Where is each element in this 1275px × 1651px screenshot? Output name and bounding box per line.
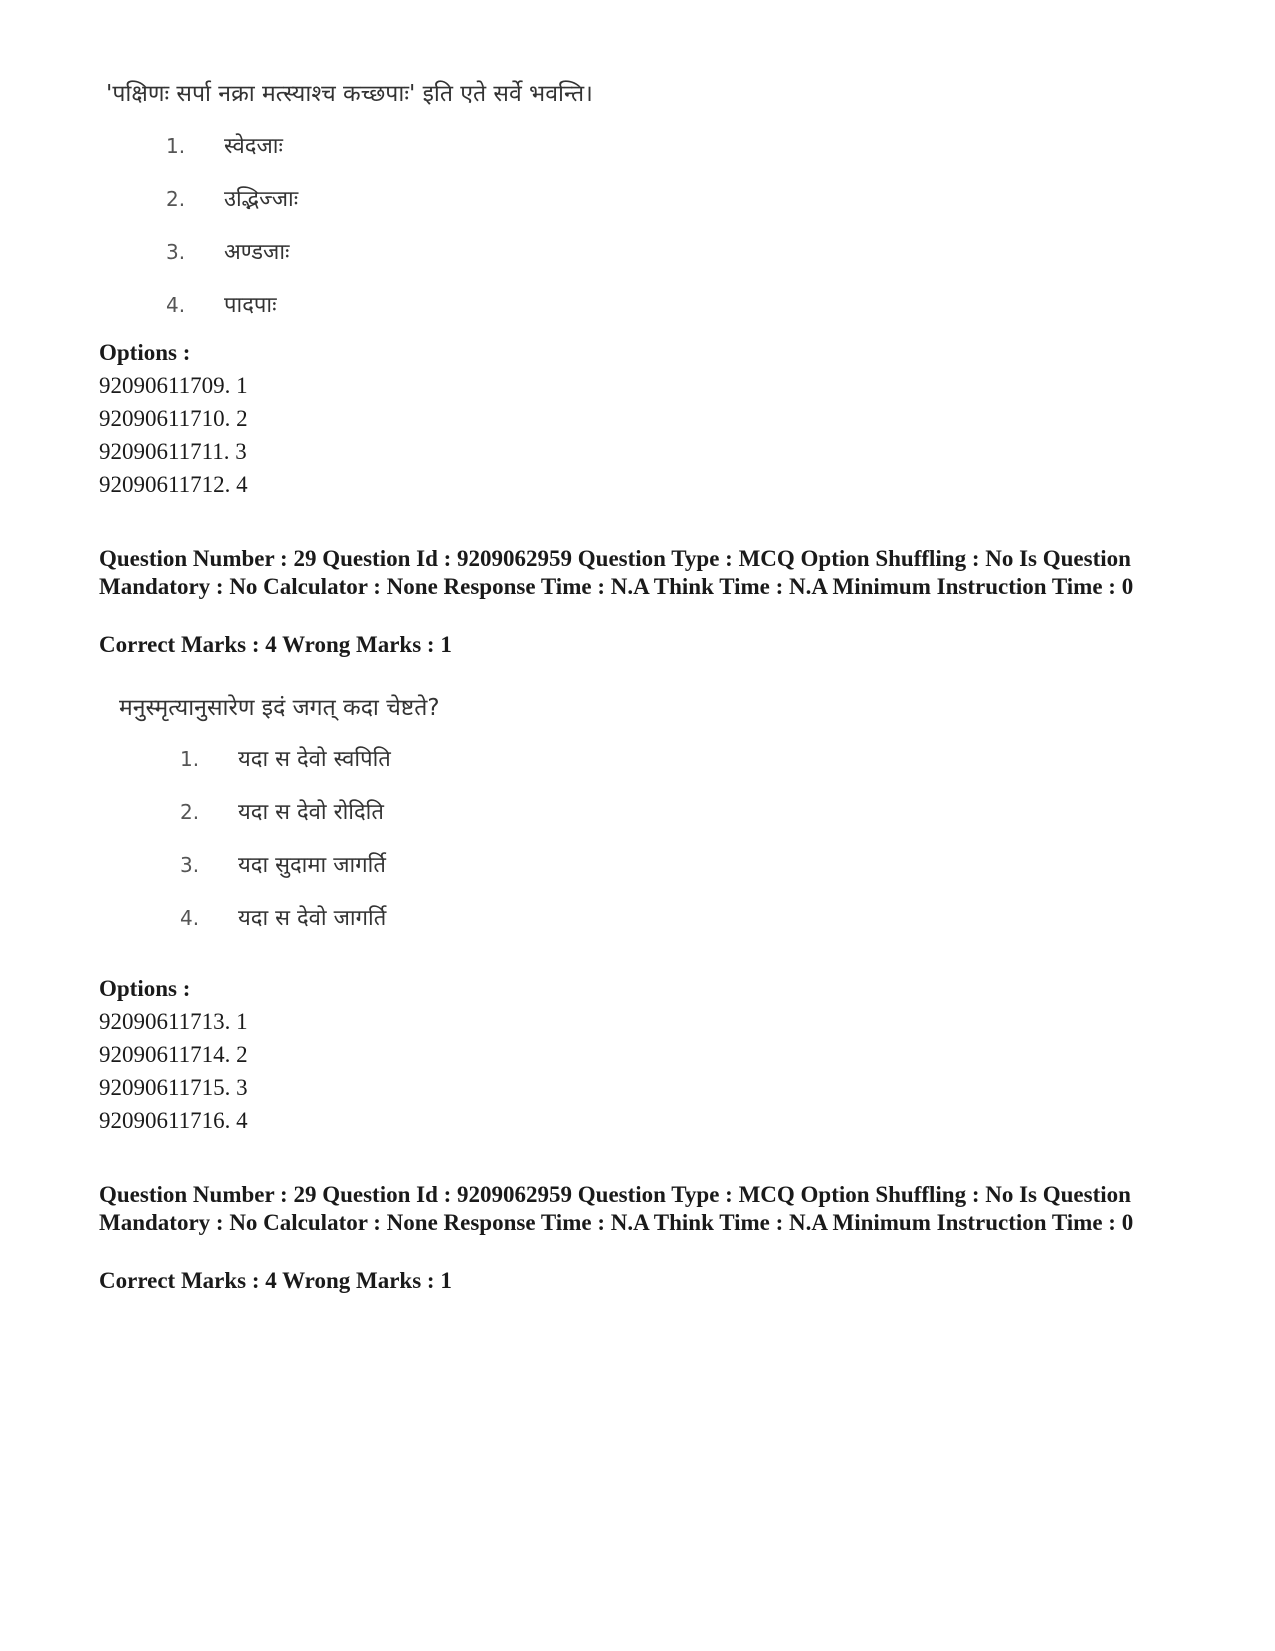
- choice-number: 2.: [180, 800, 200, 824]
- choice-text: यदा स देवो रोदिति: [238, 800, 384, 825]
- choice-number: 3.: [166, 240, 186, 264]
- choice-number: 1.: [166, 134, 186, 158]
- option-id-line: 92090611715. 3: [99, 1075, 248, 1100]
- choice-text: यदा स देवो स्वपिति: [238, 747, 391, 772]
- choice-1: [166, 130, 283, 160]
- choice-text: स्वेदजाः: [224, 134, 283, 159]
- choice-4: [180, 902, 386, 932]
- option-id-line: 92090611712. 4: [99, 472, 248, 497]
- choice-number: 3.: [180, 853, 200, 877]
- choice-2: [180, 796, 384, 826]
- option-id-line: 92090611713. 1: [99, 1009, 248, 1034]
- option-id-line: 92090611716. 4: [99, 1108, 248, 1133]
- choice-number: 4.: [166, 293, 186, 317]
- question-stem: मनुस्मृत्यानुसारेण इदं जगत् कदा चेष्टते?: [119, 695, 440, 721]
- choice-number: 1.: [180, 747, 200, 771]
- marks-line: Correct Marks : 4 Wrong Marks : 1: [99, 632, 452, 657]
- choice-text: यदा स देवो जागर्ति: [238, 906, 387, 931]
- question-stem: 'पक्षिणः सर्पा नक्रा मत्स्याश्च कच्छपाः' इति एते सर्वे भवन्ति।: [106, 81, 593, 107]
- question-meta: Question Number : 29 Question Id : 9209062959 Question Type : MCQ Option Shuffling : No Is Question Mandatory : No Calculator : None Response Time : N.A Think Time : N.A Minimum Instruction Time : 0: [99, 1182, 1134, 1235]
- choice-text: यदा सुदामा जागर्ति: [238, 853, 386, 878]
- choice-number: 2.: [166, 187, 186, 211]
- choice-4: [166, 289, 277, 319]
- option-id-line: 92090611710. 2: [99, 406, 248, 431]
- question-meta: Question Number : 29 Question Id : 9209062959 Question Type : MCQ Option Shuffling : No Is Question Mandatory : No Calculator : None Response Time : N.A Think Time : N.A Minimum Instruction Time : 0: [99, 546, 1134, 599]
- option-id-line: 92090611709. 1: [99, 373, 248, 398]
- option-id-line: 92090611714. 2: [99, 1042, 248, 1067]
- choice-text: पादपाः: [224, 293, 277, 318]
- option-id-line: 92090611711. 3: [99, 439, 247, 464]
- choice-1: [180, 743, 391, 773]
- choice-number: 4.: [180, 906, 200, 930]
- choice-3: [166, 236, 290, 266]
- marks-line: Correct Marks : 4 Wrong Marks : 1: [99, 1268, 452, 1293]
- choice-text: अण्डजाः: [224, 240, 290, 265]
- options-heading: Options :: [99, 976, 191, 1001]
- choice-2: [166, 183, 298, 213]
- choice-3: [180, 849, 386, 879]
- options-heading: Options :: [99, 340, 191, 365]
- choice-text: उद्भिज्जाः: [224, 187, 299, 212]
